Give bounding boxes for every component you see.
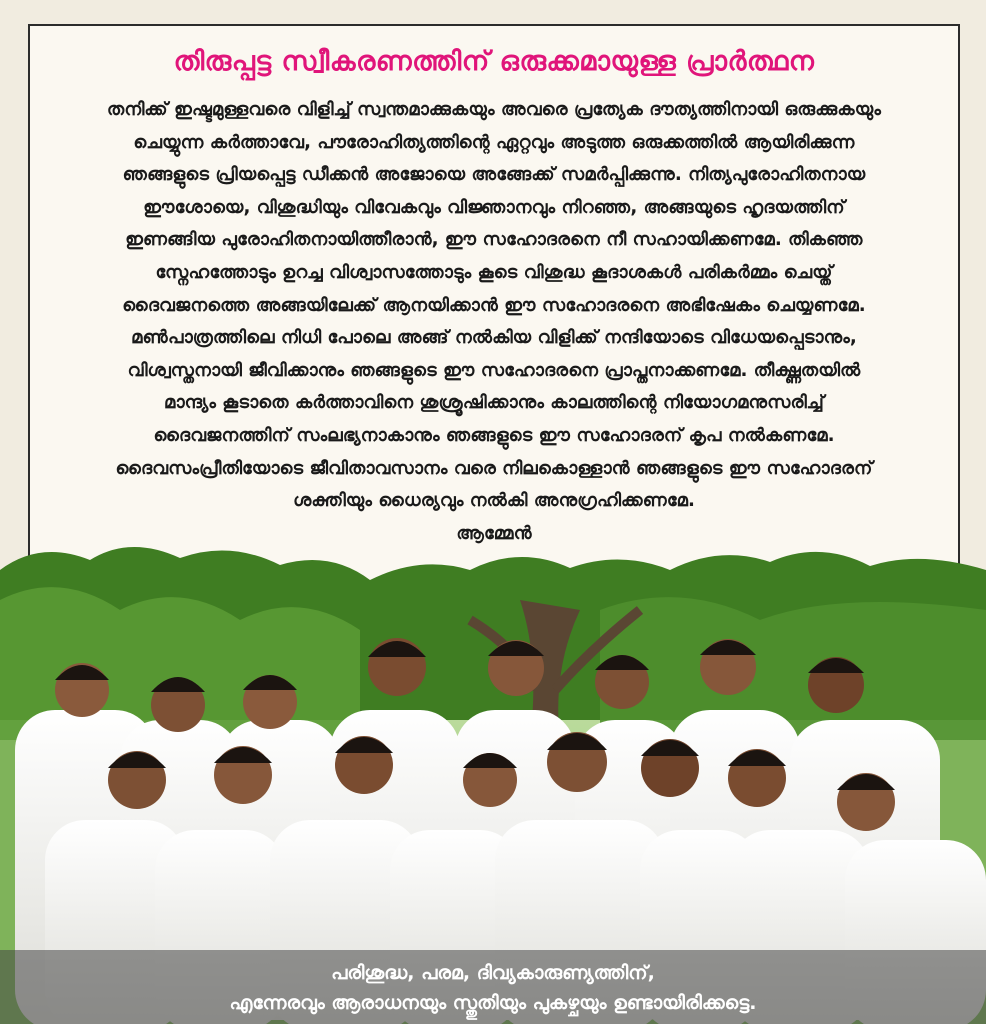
prayer-line: ശക്തിയും ധൈര്യവും നൽകി അനുഗ്രഹിക്കണമേ. [293, 490, 695, 512]
prayer-line: മൺപാത്രത്തിലെ നിധി പോലെ അങ്ങ് നൽകിയ വിളിക്ക് നന്ദിയോടെ വിധേയപ്പെടാനും, [131, 327, 857, 349]
prayer-line: സ്നേഹത്തോടും ഉറച്ച വിശ്വാസത്തോടും കൂടെ വിശുദ്ധ കൂദാശകൾ പരികർമ്മം ചെയ്ത് [155, 261, 833, 283]
prayer-line: ഈശോയെ, വിശുദ്ധിയും വിവേകവും വിജ്ഞാനവും നിറഞ്ഞ, അങ്ങയുടെ ഹൃദയത്തിന് [143, 196, 845, 218]
prayer-line: ദൈവജനത്തെ അങ്ങയിലേക്ക് ആനയിക്കാൻ ഈ സഹോദരനെ അഭിഷേകം ചെയ്യണമേ. [122, 294, 866, 316]
prayer-line: ദൈവജനത്തിന് സംലഭ്യനാകാനും ഞങ്ങളുടെ ഈ സഹോദരന് കൃപ നൽകണമേ. [153, 424, 835, 446]
prayer-line: ദൈവസംപ്രീതിയോടെ ജീവിതാവസാനം വരെ നിലകൊള്ളാൻ ഞങ്ങളുടെ ഈ സഹോദരന് [115, 457, 873, 479]
prayer-line: വിശ്വസ്തനായി ജീവിക്കാനും ഞങ്ങളുടെ ഈ സഹോദരനെ പ്രാപ്തനാക്കണമേ. തീക്ഷ്ണതയിൽ [127, 359, 861, 381]
prayer-line: മാന്ദ്യം കൂടാതെ കർത്താവിനെ ശുശ്രൂഷിക്കാനും കാലത്തിന്റെ നിയോഗമനുസരിച്ച് [164, 392, 824, 414]
prayer-line: ഞങ്ങളുടെ പ്രിയപ്പെട്ട ഡീക്കൻ അജോയെ അങ്ങേക്ക് സമർപ്പിക്കുന്നു. നിത്യപുരോഹിതനായ [122, 164, 866, 186]
prayer-line: തനിക്ക് ഇഷ്ടമുള്ളവരെ വിളിച്ച് സ്വന്തമാക്കുകയും അവരെ പ്രത്യേക ദൗത്യത്തിനായി ഒരുക്കുകയും [106, 99, 881, 120]
photo-caption [0, 950, 986, 1024]
caption-line-1: പരിശുദ്ധ, പരമ, ദിവ്യകാരുണ്യത്തിന്, [331, 962, 655, 984]
caption-line-2: എന്നേരവും ആരാധനയും സ്തുതിയും പുകഴ്ചയും ഉണ്ടായിരിക്കട്ടെ. [229, 992, 757, 1014]
prayer-text [48, 94, 940, 550]
prayer-title: തിരുപ്പട്ട സ്വീകരണത്തിന് ഒരുക്കമായുള്ള പ്രാർത്ഥന [173, 46, 815, 77]
prayer-line: ചെയ്യുന്ന കർത്താവേ, പൗരോഹിത്യത്തിന്റെ ഏറ്റവും അടുത്ത ഒരുക്കത്തിൽ ആയിരിക്കുന്ന [133, 131, 855, 153]
prayer-card [28, 24, 960, 584]
prayer-line: ഇണങ്ങിയ പുരോഹിതനായിത്തീരാൻ, ഈ സഹോദരനെ നീ സഹായിക്കണമേ. തികഞ്ഞ [125, 229, 863, 251]
amen-text: ആമ്മേൻ [456, 522, 532, 544]
